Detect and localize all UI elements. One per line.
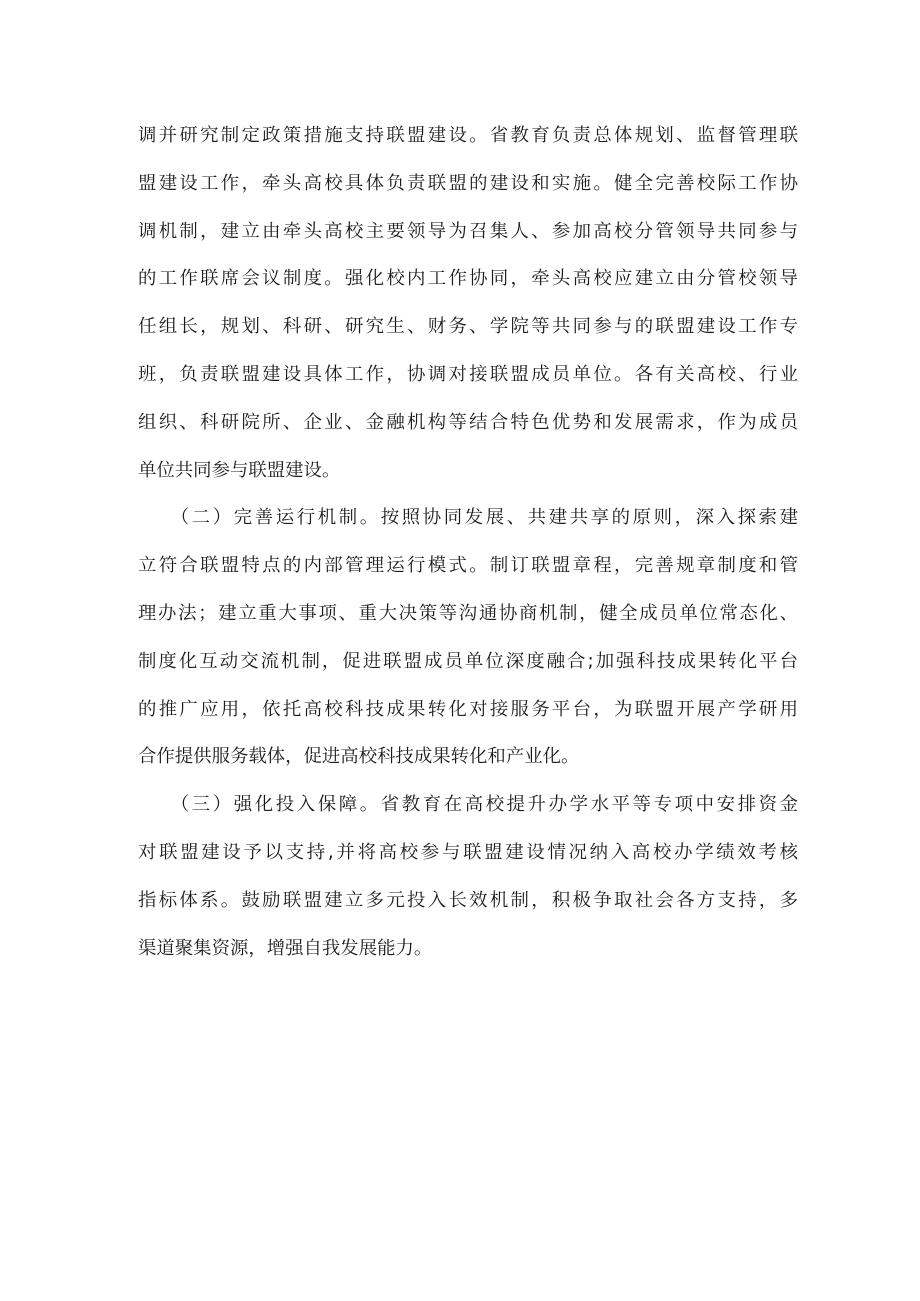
text-line: （三）强化投入保障。省教育在高校提升办学水平等专项中安排资金 [138,794,798,816]
text-line: 组织、科研院所、企业、金融机构等结合特色优势和发展需求，作为成员 [138,411,798,433]
text-line: 立符合联盟特点的内部管理运行模式。制订联盟章程，完善规章制度和管 [138,555,798,577]
text-line: 制度化互动交流机制，促进联盟成员单位深度融合;加强科技成果转化平台 [138,650,798,672]
text-line: 指标体系。鼓励联盟建立多元投入长效机制，积极争取社会各方支持，多 [138,889,798,911]
text-line: 对联盟建设予以支持,并将高校参与联盟建设情况纳入高校办学绩效考核 [138,841,798,863]
text-line: 的工作联席会议制度。强化校内工作协同，牵头高校应建立由分管校领导 [138,268,798,290]
text-line: 任组长，规划、科研、研究生、财务、学院等共同参与的联盟建设工作专 [138,316,798,338]
text-line: 合作提供服务载体，促进高校科技成果转化和产业化。 [138,746,580,768]
document-body [138,112,798,972]
text-line: 理办法；建立重大事项、重大决策等沟通协商机制，健全成员单位常态化、 [138,602,798,624]
text-line: 班，负责联盟建设具体工作，协调对接联盟成员单位。各有关高校、行业 [138,363,798,385]
text-line: 调机制，建立由牵头高校主要领导为召集人、参加高校分管领导共同参与 [138,220,798,242]
text-line: 的推广应用，依托高校科技成果转化对接服务平台，为联盟开展产学研用 [138,698,798,720]
text-line: 调并研究制定政策措施支持联盟建设。省教育负责总体规划、监督管理联 [138,125,798,146]
text-line: 渠道聚集资源，增强自我发展能力。 [138,937,433,959]
text-line: 盟建设工作，牵头高校具体负责联盟的建设和实施。健全完善校际工作协 [138,172,798,194]
text-line: 单位共同参与联盟建设。 [138,459,341,481]
text-line: （二）完善运行机制。按照协同发展、共建共享的原则，深入探索建 [138,507,798,529]
